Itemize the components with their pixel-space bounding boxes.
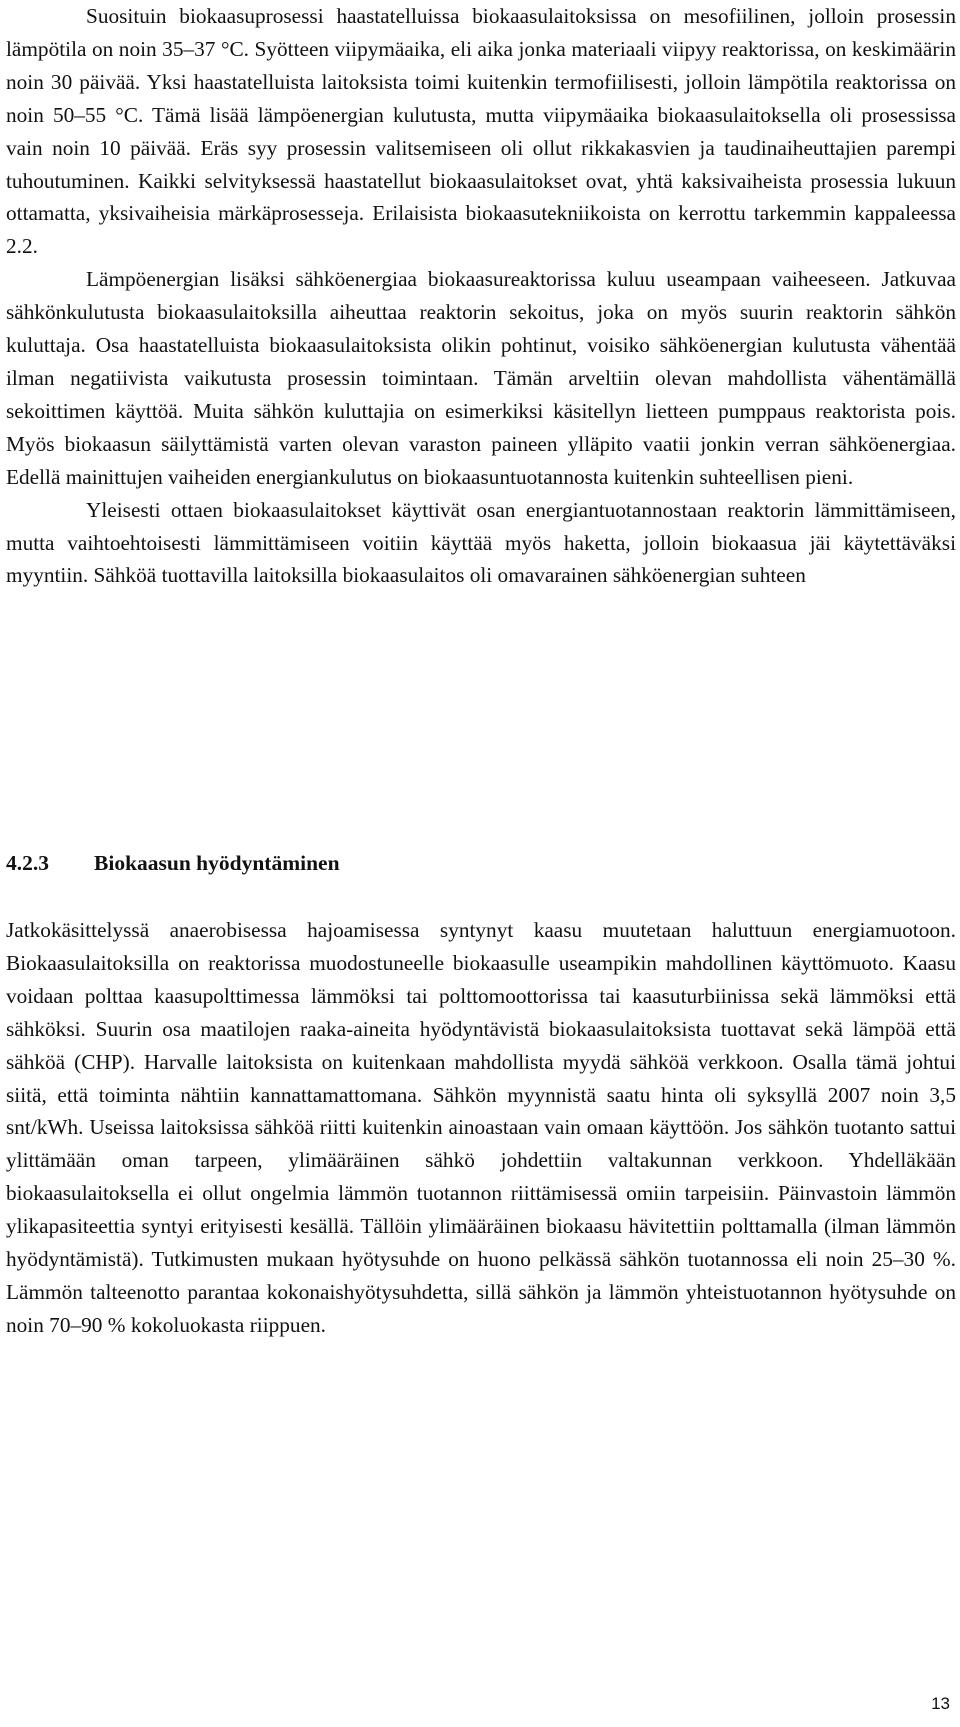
paragraph-mesophilic-process: Suosituin biokaasuprosessi haastatelluissa biokaasulaitoksissa on mesofiilinen, jolloin prosessin lämpötila on noin 35–37 °C. Syötteen viipymäaika, eli aika jonka materiaali viipyy reaktorissa, on keskimäärin noin 30 päivää. Yksi haastatelluista laitoksista toimi kuitenkin termofiilisesti, jolloin lämpötila reaktorissa on noin 50–55 °C. Tämä lisää lämpöenergian kulutusta, mutta viipymäaika biokaasulaitoksella oli prosessissa vain noin 10 päivää. Eräs syy prosessin valitsemiseen oli ollut rikkakasvien ja taudinaiheuttajien parempi tuhoutuminen. Kaikki selvityksessä haastatellut biokaasulaitokset ovat, yhtä kaksivaiheista prosessia lukuun ottamatta, yksivaiheisia märkäprosesseja. Erilaisista biokaasutekniikoista on kerrottu tarkemmin kappaleessa 2.2. [6,4,956,259]
paragraph-electricity-consumption: Lämpöenergian lisäksi sähköenergiaa biokaasureaktorissa kuluu useampaan vaiheeseen. Jatkuvaa sähkönkulutusta biokaasulaitoksilla aiheuttaa reaktorin sekoitus, joka on myös suurin reaktorin sähkön kuluttaja. Osa haastatelluista biokaasulaitoksista olikin pohtinut, voisiko sähköenergian kulutusta vähentää ilman negatiivista vaikutusta prosessin toimintaan. Tämän arveltiin olevan mahdollista vähentämällä sekoittimen käyttöä. Muita sähkön kuluttajia on esimerkiksi käsitellyn lietteen pumppaus reaktorista pois. Myös biokaasun säilyttämistä varten olevan varaston paineen ylläpito vaatii jonkin verran sähköenergiaa. Edellä mainittujen vaiheiden energiankulutus on biokaasuntuotannosta kuitenkin suhteellisen pieni. [6,267,956,489]
section-body [6,914,956,1342]
section-number: 4.2.3 [6,851,49,875]
document-page [6,0,956,1337]
section-title: Biokaasun hyödyntäminen [94,851,340,875]
paragraph-biogas-utilization: Jatkokäsittelyssä anaerobisessa hajoamisessa syntynyt kaasu muutetaan haluttuun energiamuotoon. Biokaasulaitoksilla on reaktorissa muodostuneelle biokaasulle useampikin mahdollinen käyttömuoto. Kaasu voidaan polttaa kaasupolttimessa lämmöksi tai polttomoottorissa tai kaasuturbiinissa sekä lämmöksi että sähköksi. Suurin osa maatilojen raaka-aineita hyödyntävistä biokaasulaitoksista tuottavat sekä lämpöä että sähköä (CHP). Harvalle laitoksista on kuitenkaan mahdollista myydä sähköä verkkoon. Osalla tämä johtui siitä, että toiminta nähtiin kannattamattomana. Sähkön myynnistä saatu hinta oli syksyllä 2007 noin 3,5 snt/kWh. Useissa laitoksissa sähköä riitti kuitenkin ainoastaan vain omaan käyttöön. Jos sähkön tuotanto sattui ylittämään oman tarpeen, ylimääräinen sähkö johdettiin valtakunnan verkkoon. Yhdelläkään biokaasulaitoksella ei ollut ongelmia lämmön tuotannon riittämisessä omiin tarpeisiin. Päinvastoin lämmön ylikapasiteettia syntyi erityisesti kesällä. Tällöin ylimääräinen biokaasu hävitettiin polttamalla (ilman lämmön hyödyntämistä). Tutkimusten mukaan hyötysuhde on huono pelkässä sähkön tuotannossa eli noin 25–30 %. Lämmön talteenotto parantaa kokonaishyötysuhdetta, sillä sähkön ja lämmön yhteistuotannon hyötysuhde on noin 70–90 % kokoluokasta riippuen. [6,918,956,1337]
section-heading [6,848,340,878]
page-number: 13 [931,1694,950,1713]
paragraph-energy-self-sufficiency: Yleisesti ottaen biokaasulaitokset käyttivät osan energiantuotannostaan reaktorin lämmittämiseen, mutta vaihtoehtoisesti lämmittämiseen voitiin käyttää myös haketta, jolloin biokaasua jäi käytettäväksi myyntiin. Sähköä tuottavilla laitoksilla biokaasulaitos oli omavarainen sähköenergian suhteen [6,497,956,588]
